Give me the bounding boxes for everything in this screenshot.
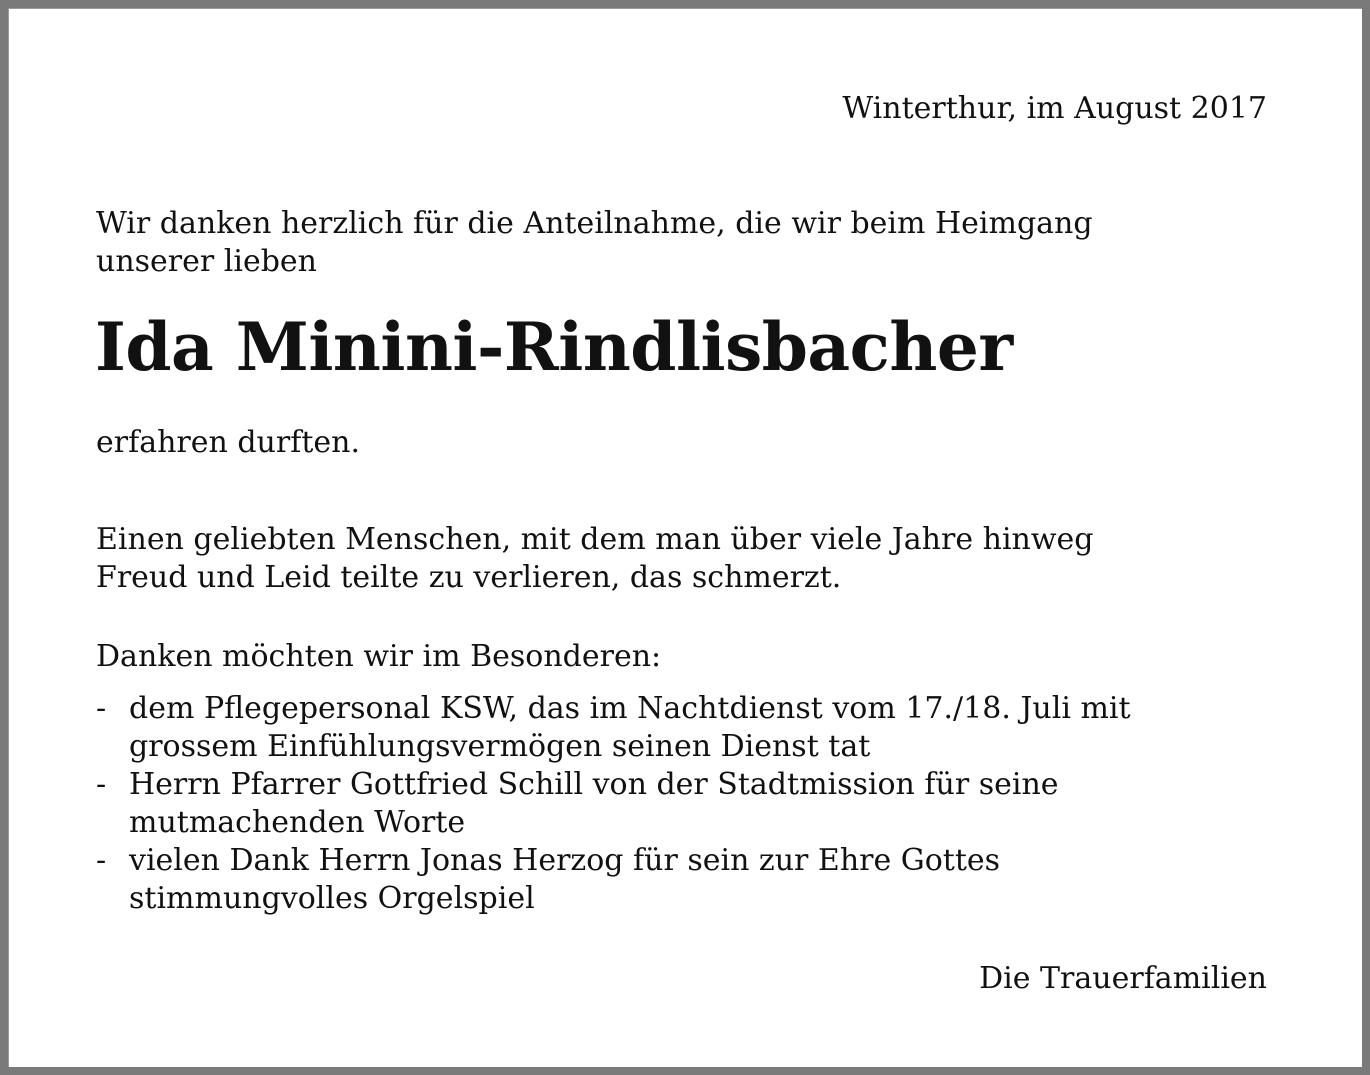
obituary-card [8,8,1362,1067]
signature: Die Trauerfamilien [979,961,1267,996]
thanks-item [96,842,1131,918]
after-name-text: erfahren durften. [96,425,360,460]
thanks-item-line-2: mutmachenden Worte [129,805,466,840]
thanks-item [96,690,1131,766]
deceased-name: Ida Minini-Rindlisbacher [95,308,1013,386]
thanks-item-line-1: vielen Dank Herrn Jonas Herzog für sein zur Ehre Gottes [129,843,1001,878]
thanks-item-line-1: dem Pflegepersonal KSW, das im Nachtdienst vom 17./18. Juli mit [129,691,1131,726]
thanks-item-dash: - [96,767,107,802]
grief-line-1: Einen geliebten Menschen, mit dem man über viele Jahre hinweg [96,522,1094,557]
intro-line-1: Wir danken herzlich für die Anteilnahme, die wir beim Heimgang [96,206,1093,241]
thanks-item-line-2: grossem Einfühlungsvermögen seinen Dienst tat [129,729,871,764]
thanks-item [96,766,1131,842]
place-date: Winterthur, im August 2017 [842,91,1267,126]
thanks-item-dash: - [96,691,107,726]
thanks-item-dash: - [96,843,107,878]
intro-text [96,205,1246,281]
thanks-list [96,690,1131,918]
grief-line-2: Freud und Leid teilte zu verlieren, das schmerzt. [96,560,842,595]
thanks-item-line-1: Herrn Pfarrer Gottfried Schill von der Stadtmission für seine [129,767,1059,802]
thanks-item-line-2: stimmungvolles Orgelspiel [129,881,535,916]
thanks-heading: Danken möchten wir im Besonderen: [96,639,662,674]
grief-paragraph [96,521,1094,597]
intro-line-2: unserer lieben [96,244,317,279]
